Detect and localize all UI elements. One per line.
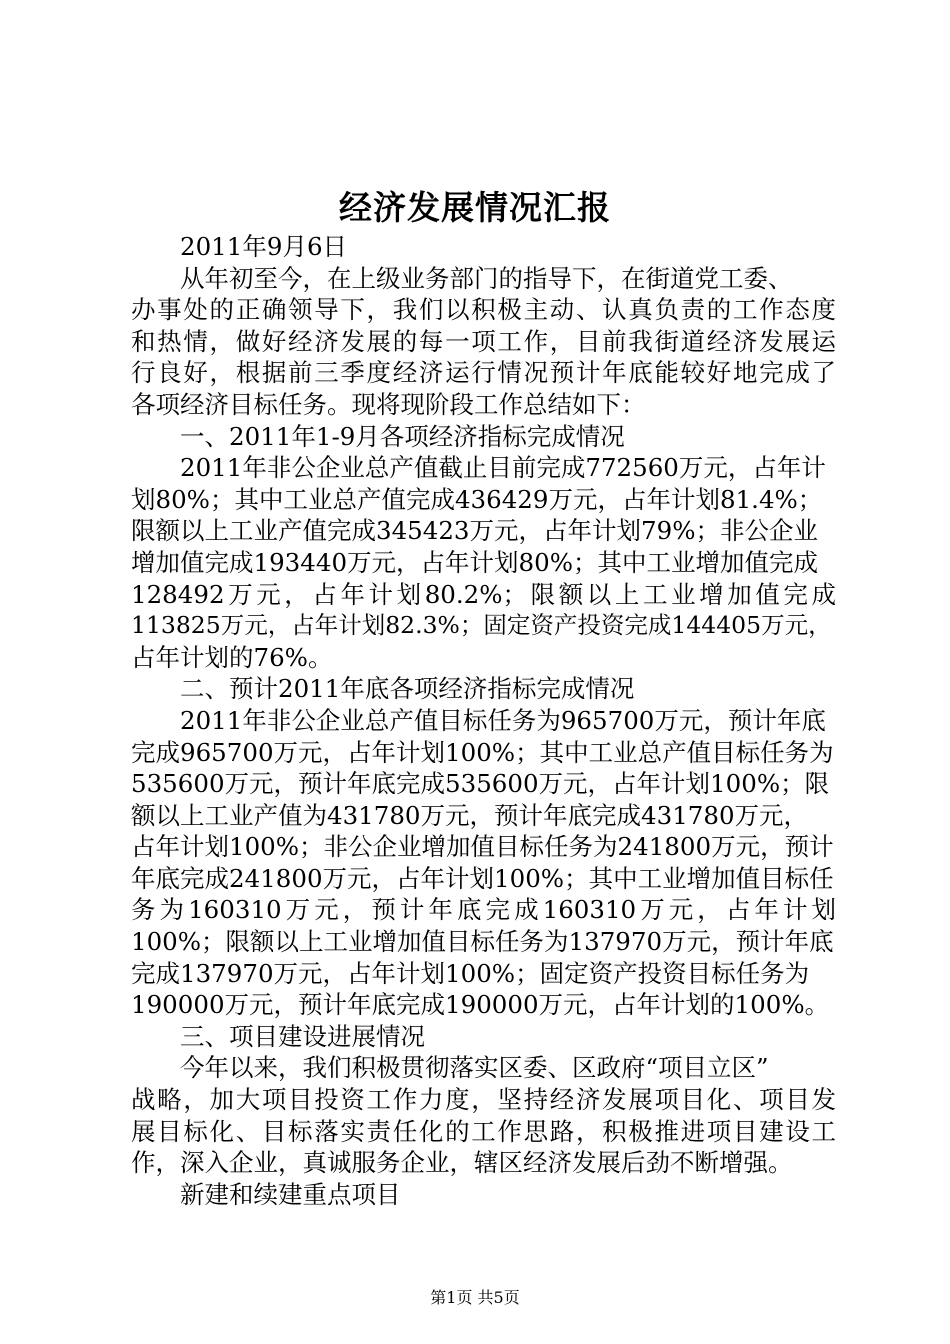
subsection-heading: 新建和续建重点项目 bbox=[180, 1179, 401, 1209]
paragraph-line: 和热情，做好经济发展的每一项工作，目前我街道经济发展运 bbox=[131, 326, 836, 356]
document-title: 经济发展情况汇报 bbox=[339, 188, 611, 227]
paragraph-line: 年底完成241800万元，占年计划100%；其中工业增加值目标任 bbox=[131, 863, 834, 893]
section-heading-1: 一、2011年1-9月各项经济指标完成情况 bbox=[180, 421, 625, 451]
paragraph-line: 战略，加大项目投资工作力度，坚持经济发展项目化、项目发 bbox=[131, 1085, 836, 1115]
paragraph-line: 完成965700万元，占年计划100%；其中工业总产值目标任务为 bbox=[131, 737, 834, 767]
section-heading-2: 二、预计2011年底各项经济指标完成情况 bbox=[180, 674, 635, 704]
paragraph-line: 办事处的正确领导下，我们以积极主动、认真负责的工作态度 bbox=[131, 295, 836, 325]
page-footer: 第1页 共5页 bbox=[430, 1288, 520, 1307]
paragraph-line: 113825万元，占年计划82.3%；固定资产投资完成144405万元， bbox=[131, 611, 832, 640]
paragraph-line: 各项经济目标任务。现将现阶段工作总结如下： bbox=[131, 389, 646, 419]
paragraph-line: 535600万元，预计年底完成535600万元，占年计划100%；限 bbox=[131, 769, 830, 799]
paragraph-line: 完成137970万元，占年计划100%；固定资产投资目标任务为 bbox=[131, 958, 810, 988]
paragraph-line: 2011年非公企业总产值截止目前完成772560万元，占年计 bbox=[180, 453, 826, 483]
paragraph-line: 从年初至今，在上级业务部门的指导下，在街道党工委、 bbox=[180, 263, 793, 293]
paragraph-line: 划80%；其中工业总产值完成436429万元，占年计划81.4%； bbox=[131, 484, 823, 514]
paragraph-line: 增加值完成193440万元，占年计划80%；其中工业增加值完成 bbox=[131, 547, 818, 577]
paragraph-line: 额以上工业产值为431780万元，预计年底完成431780万元， bbox=[131, 800, 809, 830]
paragraph-line: 190000万元，预计年底完成190000万元，占年计划的100%。 bbox=[131, 990, 830, 1020]
paragraph-line: 展目标化、目标落实责任化的工作思路，积极推进项目建设工 bbox=[131, 1116, 836, 1146]
paragraph-line: 占年计划的76%。 bbox=[131, 642, 333, 672]
date-line: 2011年9月6日 bbox=[180, 232, 348, 261]
section-heading-3: 三、项目建设进展情况 bbox=[180, 1021, 425, 1051]
paragraph-line: 务为160310万元，预计年底完成160310万元，占年计划 bbox=[131, 895, 836, 925]
paragraph-line: 行良好，根据前三季度经济运行情况预计年底能较好地完成了 bbox=[131, 358, 836, 388]
paragraph-line: 占年计划100%；非公企业增加值目标任务为241800万元，预计 bbox=[131, 832, 834, 862]
paragraph-line: 128492万元，占年计划80.2%；限额以上工业增加值完成 bbox=[131, 579, 836, 609]
paragraph-line: 作，深入企业，真诚服务企业，辖区经济发展后劲不断增强。 bbox=[131, 1148, 793, 1178]
paragraph-line: 100%；限额以上工业增加值目标任务为137970万元，预计年底 bbox=[131, 927, 834, 957]
paragraph-line: 今年以来，我们积极贯彻落实区委、区政府“项目立区” bbox=[180, 1053, 769, 1083]
document-body bbox=[131, 231, 836, 1210]
paragraph-line: 2011年非公企业总产值目标任务为965700万元，预计年底 bbox=[180, 705, 826, 735]
paragraph-line: 限额以上工业产值完成345423万元，占年计划79%；非公企业 bbox=[131, 516, 818, 546]
